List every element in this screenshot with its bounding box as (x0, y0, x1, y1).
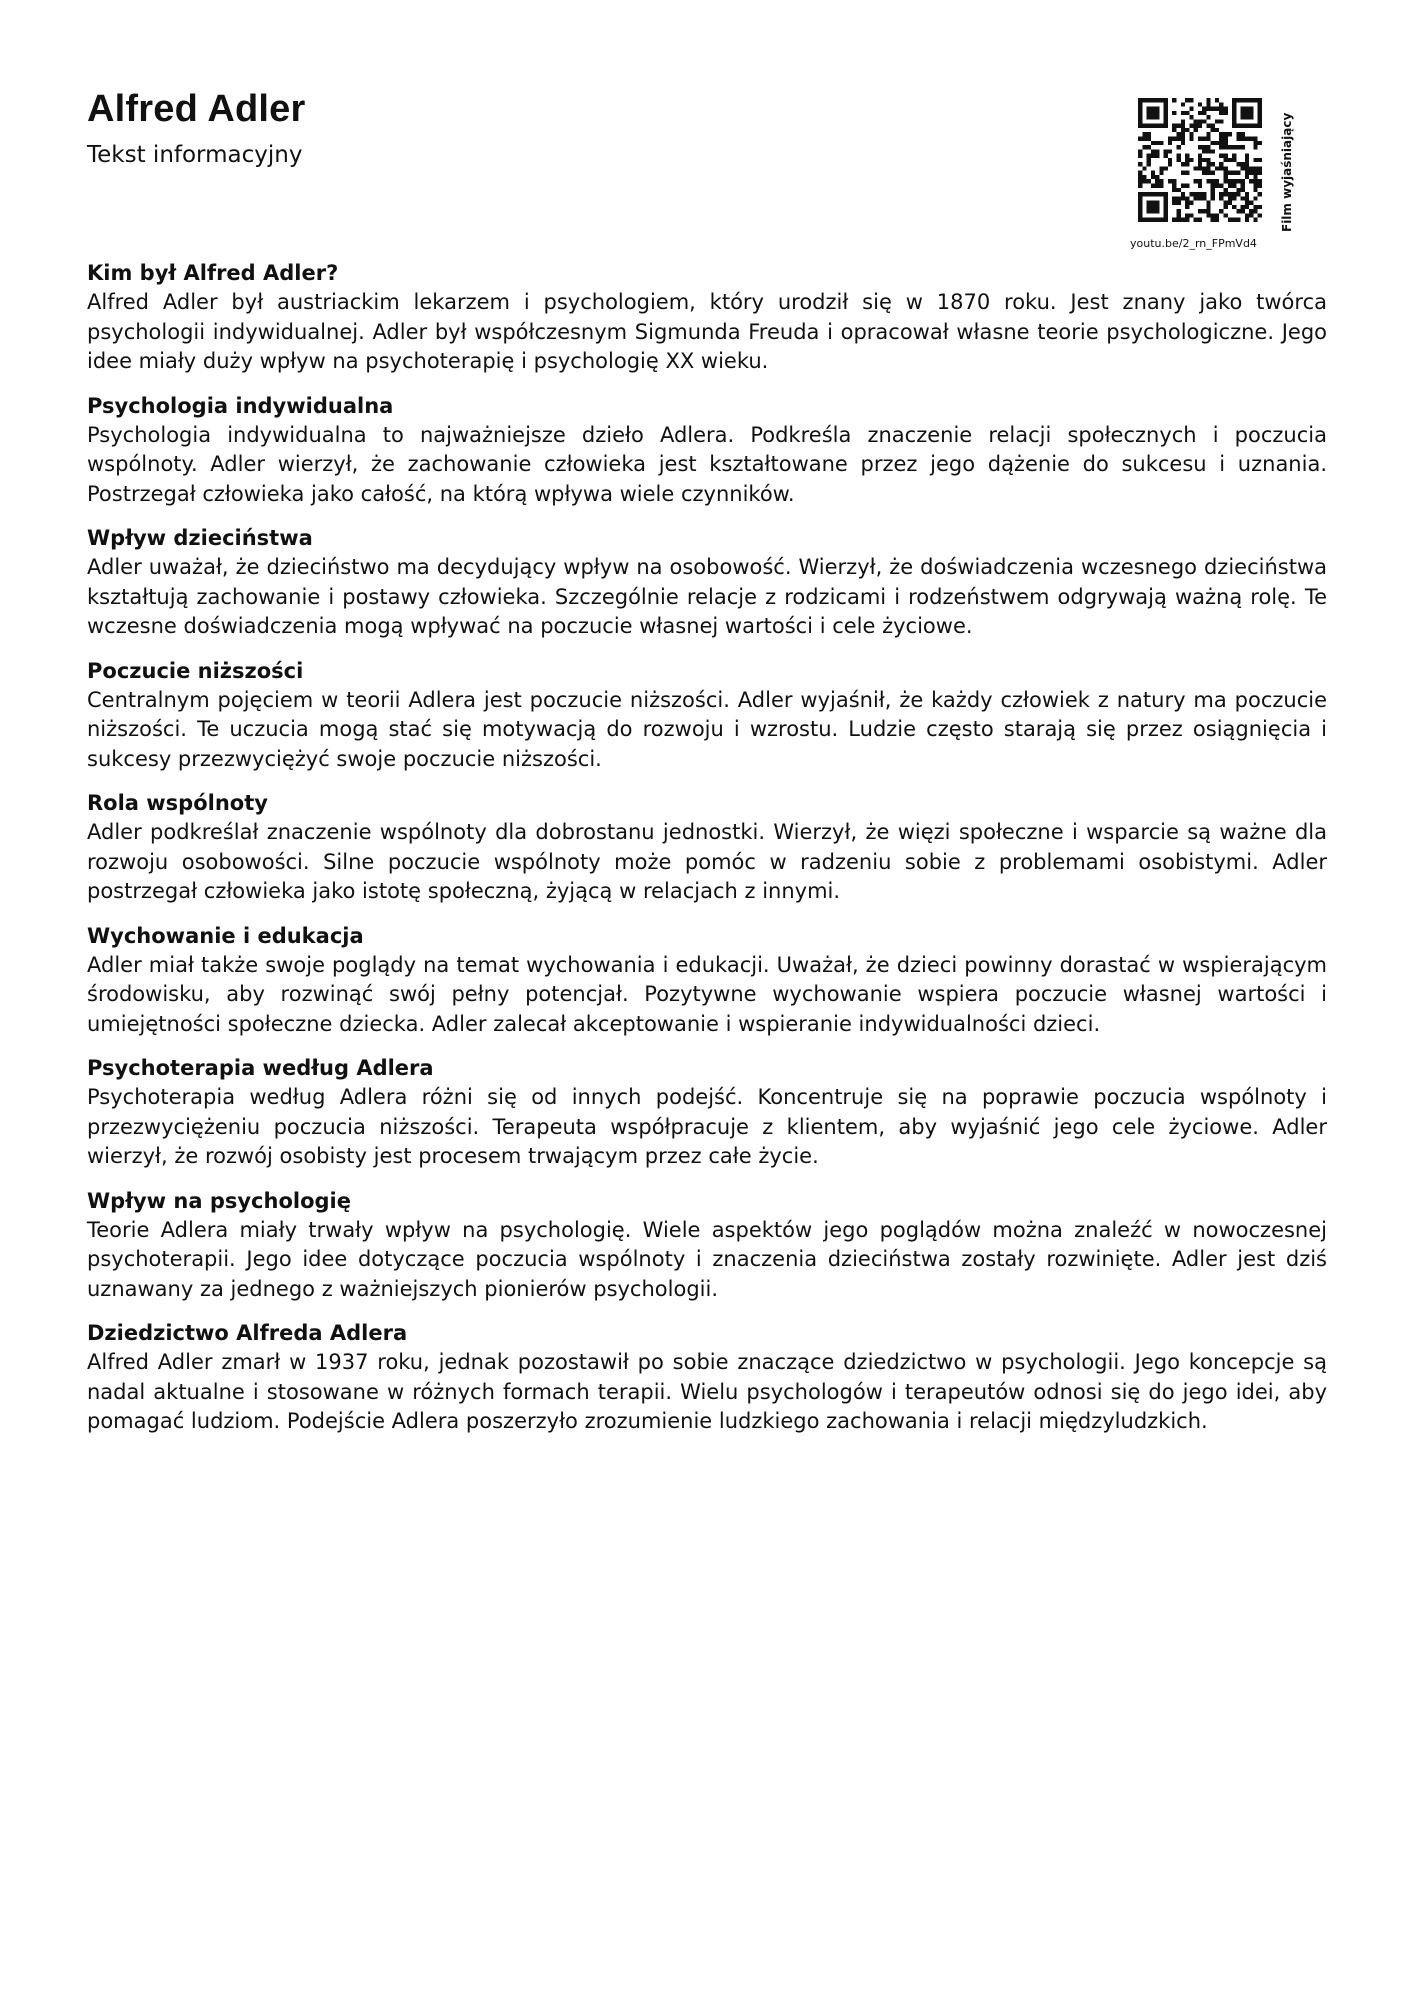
section-heading: Wpływ dzieciństwa (87, 526, 313, 550)
section-heading: Dziedzictwo Alfreda Adlera (87, 1321, 408, 1345)
section-text: Alfred Adler był austriackim lekarzem i psychologiem, który urodził się w 1870 roku. Jest znany jako twórca psychologii indywidualnej. Adler był współczesnym Sigmunda Freuda i opracował własne teorie psychologiczne. Jego idee miały duży wpływ na psychoterapię i psychologię XX wieku. (87, 290, 1327, 373)
section-text: Centralnym pojęciem w teorii Adlera jest poczucie niższości. Adler wyjaśnił, że każdy człowiek z natury ma poczucie niższości. Te uczucia mogą stać się motywacją do rozwoju i wzrostu. Ludzie często starają się przez osiągnięcia i sukcesy przezwyciężyć swoje poczucie niższości. (87, 687, 1327, 771)
section-heading: Rola wspólnoty (87, 791, 268, 815)
section-heading: Wychowanie i edukacja (87, 923, 364, 948)
section-influence-on-psychology (87, 1186, 1327, 1305)
section-heading: Poczucie niższości (87, 658, 304, 683)
section-childhood-influence (87, 523, 1327, 642)
section-legacy (87, 1318, 1327, 1437)
section-heading: Psychoterapia według Adlera (87, 1056, 434, 1080)
section-inferiority (87, 656, 1327, 775)
section-who-was-adler (87, 258, 1327, 377)
section-text: Teorie Adlera miały trwały wpływ na psychologię. Wiele aspektów jego poglądów można znaleźć w nowoczesnej psychoterapii. Jego idee dotyczące poczucia wspólnoty i znaczenia dzieciństwa zostały rozwinięte. Adler jest dziś uznawany za jednego z ważniejszych pionierów psychologii. (87, 1217, 1327, 1301)
section-heading: Kim był Alfred Adler? (87, 261, 339, 285)
section-heading: Psychologia indywidualna (87, 393, 394, 418)
section-psychotherapy (87, 1053, 1327, 1172)
section-education (87, 921, 1327, 1040)
qr-side-label: Film wyjaśniający (1280, 112, 1294, 232)
section-heading: Wpływ na psychologię (87, 1188, 351, 1213)
section-text: Adler uważał, że dzieciństwo ma decydujący wpływ na osobowość. Wierzył, że doświadczenia wczesnego dzieciństwa kształtują zachowanie i postawy człowieka. Szczególnie relacje z rodzicami i rodzeństwem odgrywają ważną rolę. Te wczesne doświadczenia mogą wpływać na poczucie własnej wartości i cele życiowe. (87, 555, 1327, 638)
section-text: Psychologia indywidualna to najważniejsze dzieło Adlera. Podkreśla znaczenie relacji społecznych i poczucia wspólnoty. Adler wierzył, że zachowanie człowieka jest kształtowane przez jego dążenie do sukcesu i uznania. Postrzegał człowieka jako całość, na którą wpływa wiele czynników. (87, 422, 1327, 506)
page-subtitle: Tekst informacyjny (87, 142, 303, 168)
section-text: Adler podkreślał znaczenie wspólnoty dla dobrostanu jednostki. Wierzył, że więzi społeczne i wsparcie są ważne dla rozwoju osobowości. Silne poczucie wspólnoty może pomóc w radzeniu sobie z problemami osobistymi. Adler postrzegał człowieka jako istotę społeczną, żyjącą w relacjach z innymi. (87, 820, 1327, 903)
qr-code-icon[interactable] (1138, 98, 1262, 222)
section-community (87, 788, 1327, 907)
section-text: Adler miał także swoje poglądy na temat wychowania i edukacji. Uważał, że dzieci powinny dorastać w wspierającym środowisku, aby rozwinąć swój pełny potencjał. Pozytywne wychowanie wspiera poczucie własnej wartości i umiejętności społeczne dziecka. Adler zalecał akceptowanie i wspieranie indywidualności dzieci. (87, 952, 1327, 1036)
section-text: Alfred Adler zmarł w 1937 roku, jednak pozostawił po sobie znaczące dziedzictwo w psychologii. Jego koncepcje są nadal aktualne i stosowane w różnych formach terapii. Wielu psychologów i terapeutów odnosi się do jego idei, aby pomagać ludziom. Podejście Adlera poszerzyło zrozumienie ludzkiego zachowania i relacji międzyludzkich. (87, 1350, 1327, 1433)
qr-link-text[interactable]: youtu.be/2_rn_FPmVd4 (1130, 237, 1257, 250)
section-text: Psychoterapia według Adlera różni się od innych podejść. Koncentruje się na poprawie poczucia wspólnoty i przezwyciężeniu poczucia niższości. Terapeuta współpracuje z klientem, aby wyjaśnić jego cele życiowe. Adler wierzył, że rozwój osobisty jest procesem trwającym przez całe życie. (87, 1085, 1327, 1168)
section-individual-psychology (87, 391, 1327, 510)
article-body (87, 258, 1327, 1451)
page-title: Alfred Adler (87, 88, 306, 130)
